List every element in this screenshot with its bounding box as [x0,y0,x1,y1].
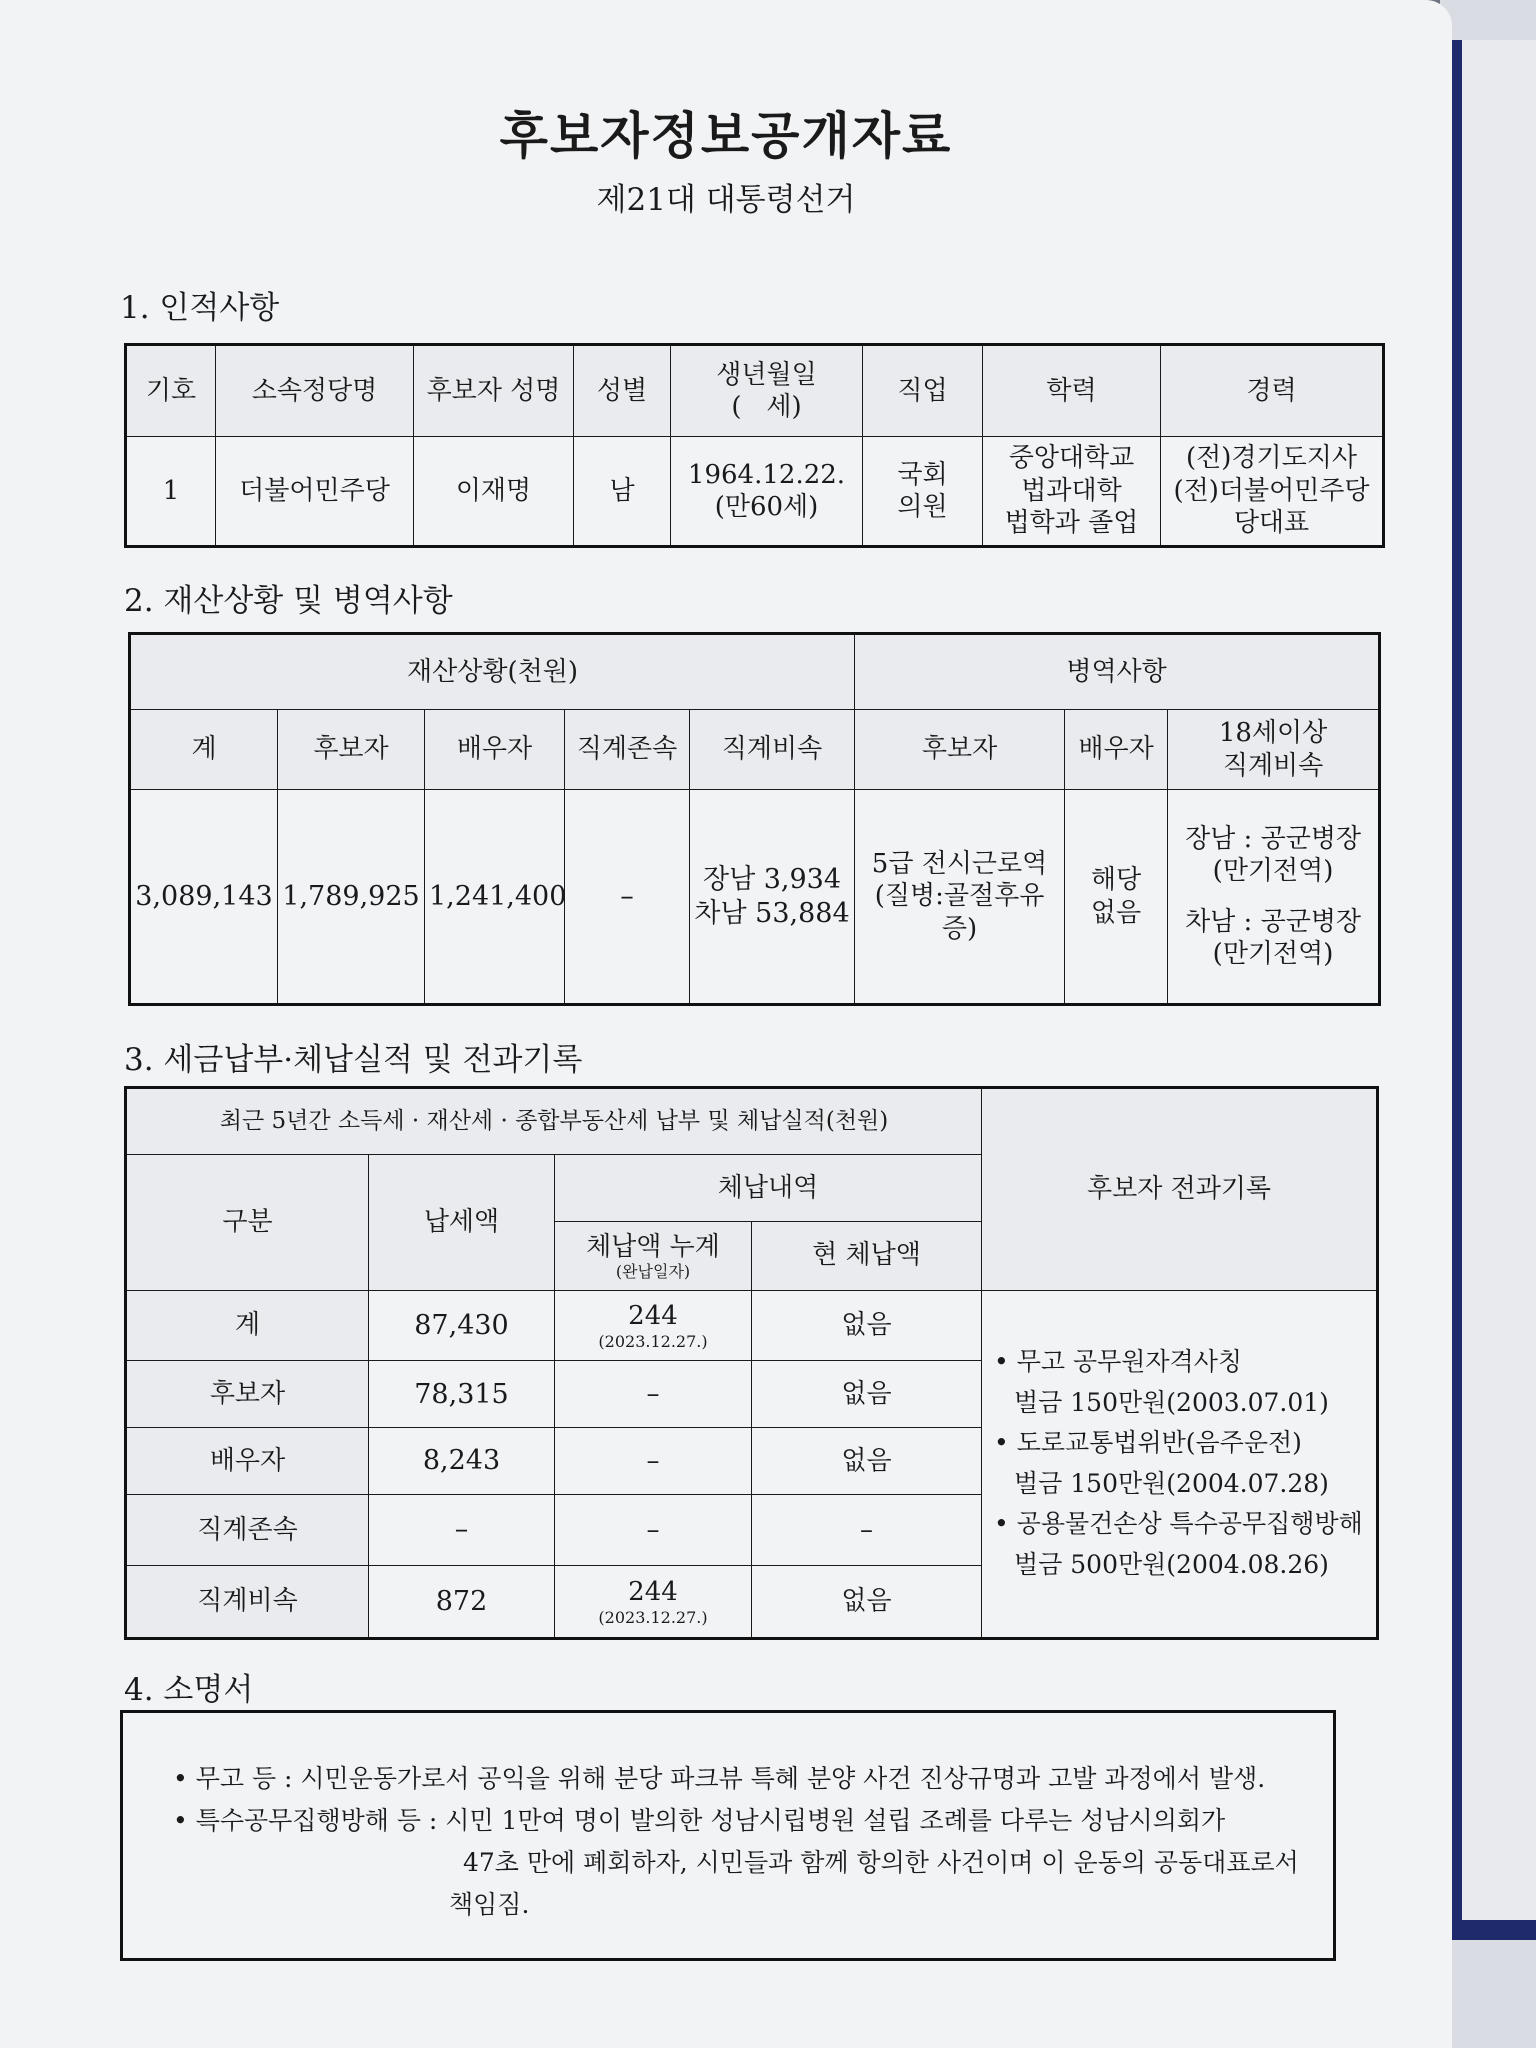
candidate-party: 더불어민주당 [216,437,414,547]
cumulative-label: 체납액 누계 [586,1231,720,1262]
career-line: (전)경기도지사 [1186,443,1357,474]
paid-amount: 78,315 [369,1361,555,1428]
record-title: • 공용물건손상 특수공무집행방해 [994,1509,1363,1539]
record-item [994,1346,1372,1419]
military-candidate [855,790,1065,1005]
arrears-header: 체납내역 [555,1154,982,1221]
candidate-name: 이재명 [414,437,574,547]
birth-age: (만60세) [714,492,819,522]
cumulative-value: 244 [628,1301,678,1332]
cumulative-date: (2023.12.27.) [598,1607,708,1627]
statement-line: 책임짐. [449,1890,530,1919]
property-ascendant: – [565,790,690,1005]
military-line: 5급 전시근로역 [871,848,1048,879]
military-descendant-header: 18세이상 직계비속 [1168,710,1380,790]
current-arrears-header: 현 체납액 [752,1221,982,1290]
criminal-record-header: 후보자 전과기록 [982,1088,1378,1291]
header-education: 학력 [983,345,1161,437]
cumulative-header [555,1221,752,1290]
cumulative-arrears [555,1566,752,1639]
page-title: 후보자정보공개자료 [499,106,953,165]
cumulative-arrears: – [555,1361,752,1428]
header-birth: 생년월일 ( 세) [671,345,863,437]
education-line: 법학과 졸업 [1004,508,1139,539]
paid-amount: 87,430 [369,1290,555,1361]
cumulative-value: 244 [628,1577,678,1608]
paid-amount: – [369,1495,555,1566]
header-party: 소속정당명 [216,345,414,437]
descendant-line: 장남 3,934 [703,863,842,895]
section4-heading: 4. 소명서 [124,1672,254,1708]
personal-info-table [124,343,1385,548]
section1-heading: 1. 인적사항 [120,290,280,326]
section2-heading: 2. 재산상황 및 병역사항 [124,583,453,619]
military-spouse [1065,790,1168,1005]
category-header: 구분 [126,1154,369,1290]
header-job: 직업 [863,345,983,437]
current-arrears: 없음 [752,1290,982,1361]
header-career: 경력 [1161,345,1384,437]
candidate-education [983,437,1161,547]
candidate-gender: 남 [574,437,671,547]
section3-heading: 3. 세금납부·체납실적 및 전과기록 [124,1042,583,1078]
candidate-career [1161,437,1384,547]
education-line: 중앙대학교 [1008,443,1135,474]
cumulative-arrears [555,1290,752,1361]
property-candidate-header: 후보자 [278,710,425,790]
statement-line: 47초 만에 폐회하자, 시민들과 함께 항의한 사건이며 이 운동의 공동대표로서 [463,1848,1299,1877]
record-detail: 벌금 150만원(2003.07.01) [1014,1387,1329,1417]
property-header: 재산상황(천원) [130,634,855,710]
property-descendant [690,790,855,1005]
cumulative-arrears: – [555,1428,752,1495]
military-descendant [1168,790,1380,1005]
tax-header: 최근 5년간 소득세 · 재산세 · 종합부동산세 납부 및 체납실적(천원) [126,1088,982,1155]
record-item [994,1508,1372,1581]
criminal-records [982,1290,1378,1638]
career-line: 당대표 [1233,508,1310,539]
job-line: 국회 [897,459,948,490]
property-spouse-header: 배우자 [425,710,565,790]
candidate-birth [671,437,863,547]
property-descendant-header: 직계비속 [690,710,855,790]
record-detail: 벌금 500만원(2004.08.26) [1014,1549,1329,1579]
property-spouse: 1,241,400 [425,790,565,1005]
paid-amount: 8,243 [369,1428,555,1495]
candidate-number: 1 [126,437,216,547]
tax-record-table [124,1086,1379,1640]
current-arrears: 없음 [752,1428,982,1495]
job-line: 의원 [897,492,948,522]
cumulative-date: (2023.12.27.) [598,1331,708,1351]
statement-line: • 무고 등 : 시민운동가로서 공익을 위해 분당 파크뷰 특혜 분양 사건 진상규명과 고발 과정에서 발생. [173,1764,1266,1793]
military-line: (만기전역) [1212,939,1334,969]
record-item [994,1427,1372,1500]
military-line: 없음 [1090,897,1142,928]
row-label: 후보자 [126,1361,369,1428]
row-label: 계 [126,1290,369,1361]
statement-box [120,1710,1336,1961]
row-label: 배우자 [126,1428,369,1495]
record-title: • 도로교통법위반(음주운전) [994,1428,1302,1458]
property-ascendant-header: 직계존속 [565,710,690,790]
military-line: 차남 : 공군병장 [1185,906,1362,937]
header-number: 기호 [126,345,216,437]
row-label: 직계존속 [126,1495,369,1566]
candidate-job [863,437,983,547]
cumulative-note: (완납일자) [615,1262,691,1282]
paid-amount: 872 [369,1566,555,1639]
descendant-line: 차남 53,884 [694,897,850,929]
military-spouse-header: 배우자 [1065,710,1168,790]
next-page-edge [1462,40,1536,1920]
military-header: 병역사항 [855,634,1380,710]
military-line: 장남 : 공군병장 [1185,823,1362,854]
birth-date: 1964.12.22. [687,459,846,490]
career-line: (전)더불어민주당 [1173,475,1370,506]
military-candidate-header: 후보자 [855,710,1065,790]
property-total-header: 계 [130,710,278,790]
header-name: 후보자 성명 [414,345,574,437]
statement-line: • 특수공무집행방해 등 : 시민 1만여 명이 발의한 성남시립병원 설립 조례를 다루는 성남시의회가 [173,1806,1226,1835]
header-gender: 성별 [574,345,671,437]
education-line: 법과대학 [1021,475,1122,506]
record-detail: 벌금 150만원(2004.07.28) [1014,1468,1329,1498]
property-military-table [128,632,1381,1006]
paid-header: 납세액 [369,1154,555,1290]
current-arrears: 없음 [752,1566,982,1639]
record-title: • 무고 공무원자격사칭 [994,1347,1243,1377]
page-subtitle: 제21대 대통령선거 [596,182,856,218]
current-arrears: 없음 [752,1361,982,1428]
property-total: 3,089,143 [130,790,278,1005]
cumulative-arrears: – [555,1495,752,1566]
property-candidate: 1,789,925 [278,790,425,1005]
current-arrears: – [752,1495,982,1566]
military-line: (질병:골절후유증) [874,881,1045,944]
row-label: 직계비속 [126,1566,369,1639]
military-line: 해당 [1090,865,1142,895]
military-line: (만기전역) [1212,856,1334,886]
